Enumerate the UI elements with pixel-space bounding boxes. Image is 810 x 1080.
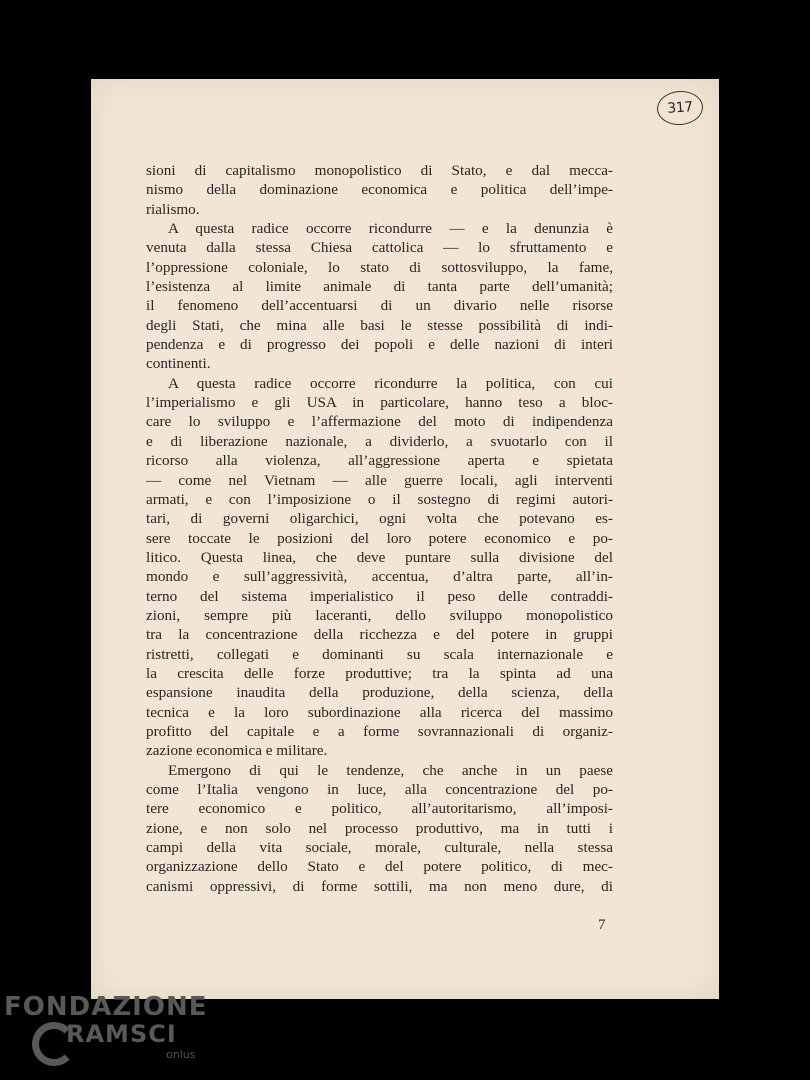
text-line: tere economico e politico, all’autoritarismo, all’imposi-	[146, 800, 613, 818]
text-line: organizzazione dello Stato e del potere politico, di mec-	[146, 858, 613, 876]
text-line: campi della vita sociale, morale, culturale, nella stessa	[146, 839, 613, 857]
logo-line-fondazione: FONDAZIONE	[4, 992, 208, 1022]
text-line: continenti.	[146, 355, 211, 373]
text-line: — come nel Vietnam — alle guerre locali, agli interventi	[146, 471, 613, 489]
text-line: venuta dalla stessa Chiesa cattolica — lo sfruttamento e	[146, 239, 613, 257]
text-line: mondo e sull’aggressività, accentua, d’altra parte, all’in-	[146, 568, 613, 586]
text-line: e di liberazione nazionale, a dividerlo, a svuotarlo con il	[146, 432, 613, 450]
text-line: zioni, sempre più laceranti, dello sviluppo monopolistico	[146, 606, 613, 624]
text-line: Emergono di qui le tendenze, che anche in un paese	[168, 761, 613, 779]
text-line: terno del sistema imperialistico il peso delle contraddi-	[146, 587, 613, 605]
text-line: ristretti, collegati e dominanti su scala internazionale e	[146, 645, 613, 663]
text-line: nismo della dominazione economica e politica dell’impe-	[146, 181, 613, 199]
logo-line-gramsci: RAMSCI	[66, 1020, 177, 1048]
logo-line-onlus: onlus	[166, 1048, 196, 1061]
page-number: 7	[598, 917, 606, 933]
text-line: espansione inaudita della produzione, della scienza, della	[146, 684, 613, 702]
text-line: rialismo.	[146, 200, 200, 218]
text-line: tra la concentrazione della ricchezza e del potere in gruppi	[146, 626, 613, 644]
text-line: zazione economica e militare.	[146, 742, 328, 760]
text-line: ricorso alla violenza, all’aggressione aperta e spietata	[146, 452, 613, 470]
text-line: A questa radice occorre ricondurre la politica, con cui	[168, 374, 613, 392]
text-line: l’oppressione coloniale, lo stato di sottosviluppo, la fame,	[146, 258, 613, 276]
fondazione-gramsci-logo	[4, 992, 208, 1072]
text-line: canismi oppressivi, di forme sottili, ma non meno dure, di	[146, 877, 613, 895]
text-line: sere toccate le posizioni del loro potere economico e po-	[146, 529, 613, 547]
text-line: pendenza e di progresso dei popoli e delle nazioni di interi	[146, 336, 613, 354]
text-line: il fenomeno dell’accentuarsi di un divario nelle risorse	[146, 297, 613, 315]
text-line: litico. Questa linea, che deve puntare sulla divisione del	[146, 548, 613, 566]
body-text	[146, 161, 613, 896]
text-line: care lo sviluppo e l’affermazione del moto di indipendenza	[146, 413, 613, 431]
text-line: sioni di capitalismo monopolistico di Stato, e dal mecca-	[146, 162, 613, 179]
text-line: A questa radice occorre ricondurre — e la denunzia è	[168, 220, 613, 238]
text-line: profitto del capitale e a forme sovrannazionali di organiz-	[146, 722, 613, 740]
text-line: tecnica e la loro subordinazione alla ricerca del massimo	[146, 703, 613, 721]
text-line: tari, di governi oligarchici, ogni volta che potevano es-	[146, 510, 613, 528]
archive-number-stamp: 317	[656, 89, 704, 126]
text-line: la crescita delle forze produttive; tra la spinta ad una	[146, 664, 613, 682]
text-line: zione, e non solo nel processo produttivo, ma in tutti i	[146, 819, 613, 837]
text-line: armati, e con l’imposizione o il sostegno di regimi autori-	[146, 490, 613, 508]
text-line: come l’Italia vengono in luce, alla concentrazione del po-	[146, 781, 613, 798]
text-line: l’esistenza al limite animale di tanta parte dell’umanità;	[146, 278, 613, 296]
scanned-page	[91, 79, 719, 999]
text-line: degli Stati, che mina alle basi le stesse possibilità di indi-	[146, 316, 613, 334]
text-line: l’imperialismo e gli USA in particolare, hanno teso a bloc-	[146, 394, 613, 412]
